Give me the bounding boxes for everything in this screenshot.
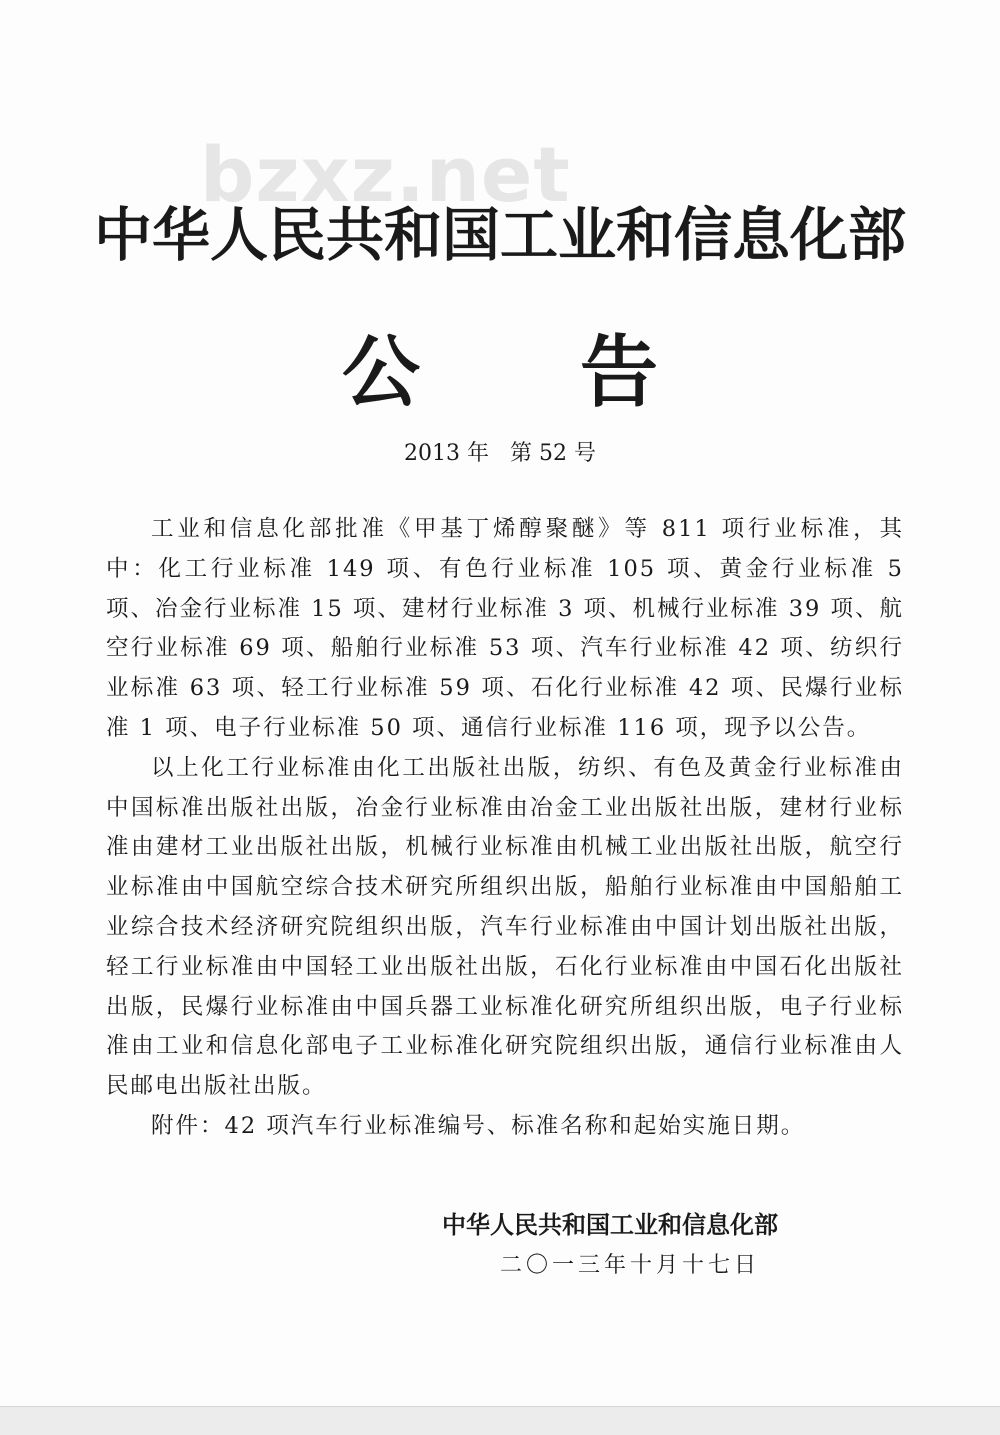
body-paragraph-1: 工业和信息化部批准《甲基丁烯醇聚醚》等 811 项行业标准，其中：化工行业标准 149 项、有色行业标准 105 项、黄金行业标准 5 项、冶金行业标准 15 项、建材行业标准 3 项、机械行业标准 39 项、航空行业标准 69 项、船舶行业标准 53 项、汽车行业标准 42 项、纺织行业标准 63 项、轻工行业标准 59 项、石化行业标准 42 项、民爆行业标准 1 项、电子行业标准 50 项、通信行业标准 116 项，现予以公告。 bbox=[106, 516, 904, 741]
watermark: bzxz.net bbox=[200, 130, 571, 219]
announcement-title bbox=[0, 310, 1000, 422]
announcement-title-left: 公 bbox=[341, 327, 420, 418]
announcement-title-right: 告 bbox=[580, 327, 659, 418]
viewer-bottom-bar bbox=[0, 1406, 1000, 1435]
announcement-number: 2013 年 第 52 号 bbox=[404, 441, 596, 466]
body-paragraph-attachment: 附件：42 项汽车行业标准编号、标准名称和起始实施日期。 bbox=[151, 1112, 806, 1139]
signature: 中华人民共和国工业和信息化部 bbox=[442, 1210, 778, 1239]
ministry-title: 中华人民共和国工业和信息化部 bbox=[93, 201, 906, 269]
issue-date: 二〇一三年十月十七日 bbox=[500, 1253, 761, 1278]
announcement-body bbox=[106, 510, 904, 1147]
body-paragraph-2: 以上化工行业标准由化工出版社出版，纺织、有色及黄金行业标准由中国标准出版社出版，冶金行业标准由冶金工业出版社出版，建材行业标准由建材工业出版社出版，机械行业标准由机械工业出版社出版，航空行业标准由中国航空综合技术研究所组织出版，船舶行业标准由中国船舶工业综合技术经济研究院组织出版，汽车行业标准由中国计划出版社出版，轻工行业标准由中国轻工业出版社出版，石化行业标准由中国石化出版社出版，民爆行业标准由中国兵器工业标准化研究所组织出版，电子行业标准由工业和信息化部电子工业标准化研究院组织出版，通信行业标准由人民邮电出版社出版。 bbox=[106, 754, 904, 1100]
